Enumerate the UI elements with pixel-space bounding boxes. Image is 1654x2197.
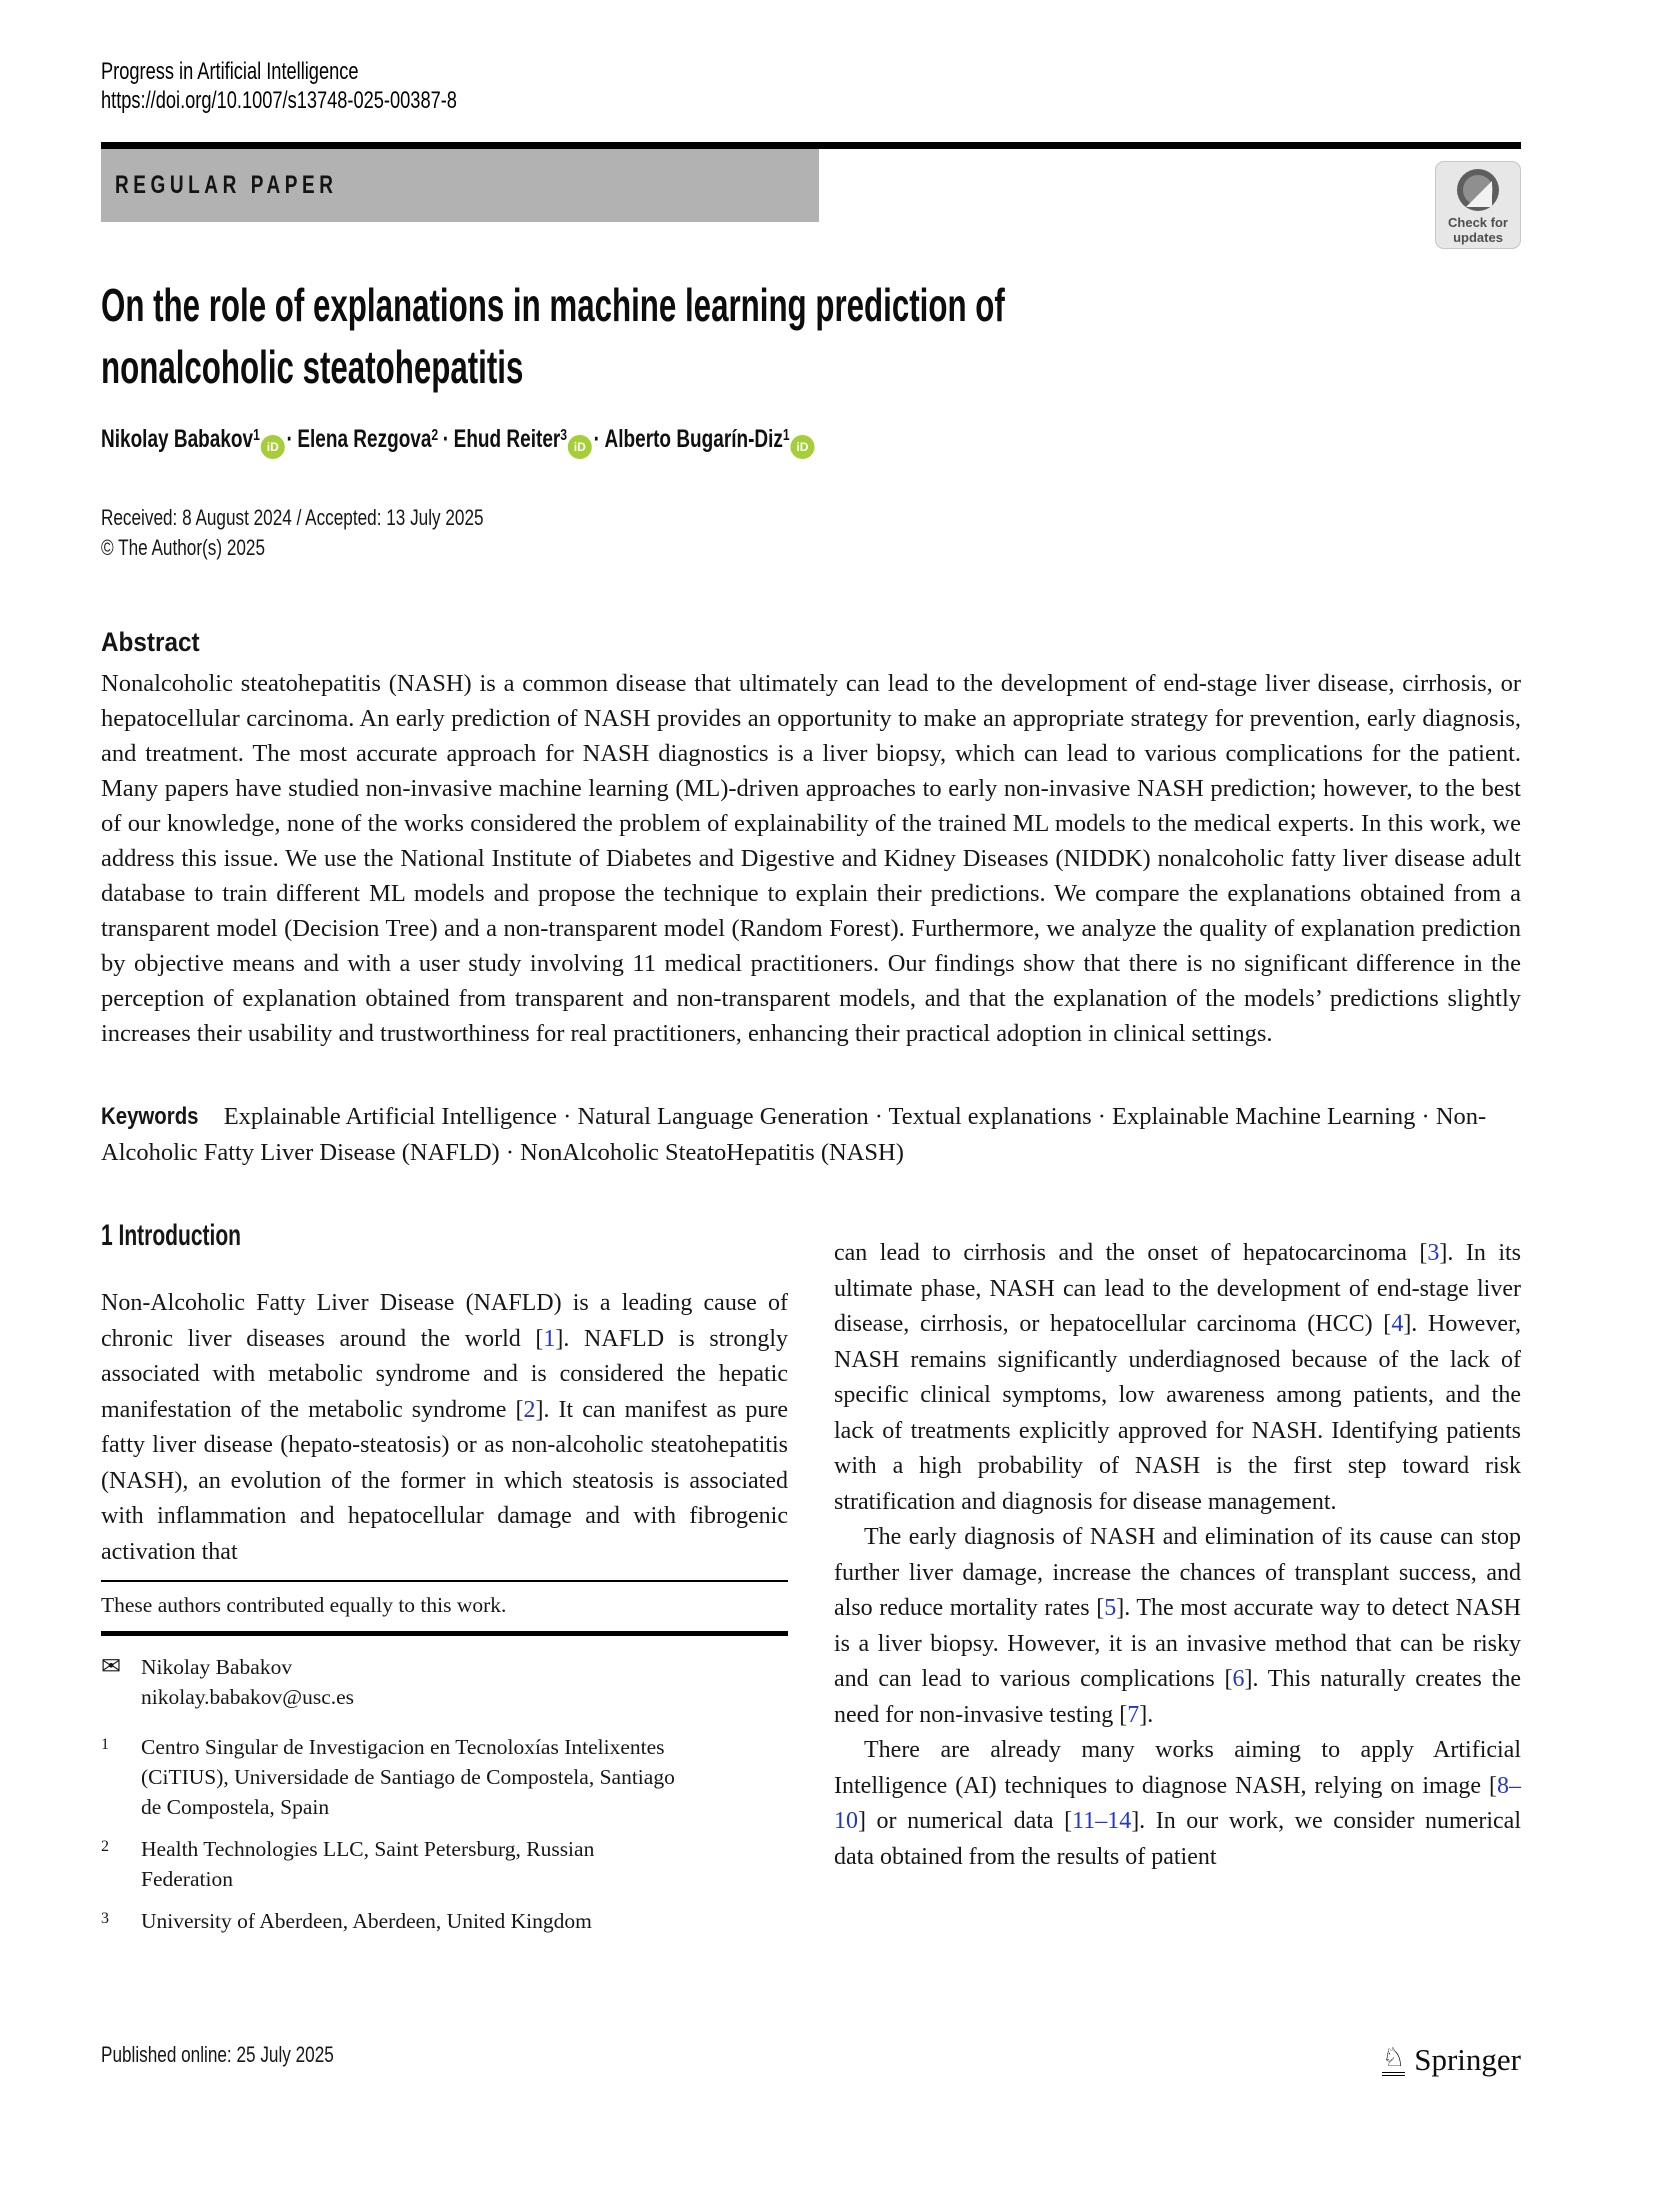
abstract-heading: Abstract — [101, 627, 200, 657]
affiliation-item — [101, 1732, 788, 1822]
author-affiliation-sup: 1 — [253, 427, 260, 444]
author-name: Ehud Reiter — [453, 425, 561, 453]
citation-link[interactable]: 3 — [1427, 1240, 1440, 1266]
author — [101, 425, 282, 453]
author — [297, 425, 438, 453]
citation-link[interactable]: 5 — [1104, 1595, 1117, 1621]
article-type-label: REGULAR PAPER — [115, 171, 338, 199]
affiliation-item — [101, 1834, 788, 1894]
abstract-text: Nonalcoholic steatohepatitis (NASH) is a common disease that ultimately can lead to the development of end-stage liver disease, cirrhosis, or hepatocellular carcinoma. An early prediction of NASH provides an opportunity to make an appropriate strategy for prevention, early diagnosis, and treatment. The most accurate approach for NASH diagnostics is a liver biopsy, which can lead to various complications for the patient. Many papers have studied non-invasive machine learning (ML)-driven approaches to early non-invasive NASH prediction; however, to the best of our knowledge, none of the works considered the problem of explainability of the trained ML models to the medical experts. In this work, we address this issue. We use the National Institute of Diabetes and Digestive and Kidney Diseases (NIDDK) nonalcoholic fatty liver disease adult database to train different ML models and propose the technique to explain their predictions. We compare the explanations obtained from a transparent model (Decision Tree) and a non-transparent model (Random Forest). Furthermore, we analyze the quality of explanation prediction by objective means and with a user study involving 11 medical practitioners. Our findings show that there is no significant difference in the perception of explanation obtained from transparent and non-transparent models, and that the explanation of the models’ predictions slightly increases their usability and trustworthiness for real practitioners, enhancing their practical adoption in clinical settings. — [101, 670, 1521, 1047]
check-for-updates-badge[interactable] — [1435, 161, 1521, 249]
banner-row — [101, 142, 1521, 245]
author-name: Nikolay Babakov — [101, 425, 254, 453]
orcid-icon[interactable]: iD — [791, 435, 815, 459]
paragraph-text: The early diagnosis of NASH and elimination of its cause can stop further liver damage, increase the chances of transplant success, and also reduce mortality rates [ — [834, 1524, 1521, 1621]
orcid-icon[interactable]: iD — [261, 435, 285, 459]
keywords-block — [101, 1099, 1521, 1171]
corresponding-author-name: Nikolay Babakov — [141, 1655, 293, 1679]
keywords-label: Keywords — [101, 1103, 199, 1130]
doi-link[interactable]: https://doi.org/10.1007/s13748-025-00387-8 — [101, 87, 457, 114]
paragraph-text: ]. — [1139, 1701, 1154, 1728]
author-name: Elena Rezgova — [297, 425, 432, 453]
paragraph-text: ]. NAFLD is strongly associated with metabolic syndrome and is considered the hepatic manifestation of the metabolic syndrome [ — [101, 1325, 789, 1423]
author-separator: · — [286, 425, 293, 453]
left-column — [101, 1214, 788, 1936]
paragraph-text: ]. The most accurate way to detect NASH is a liver biopsy. However, it is an invasive method that can be risky and can lead to various complications [ — [834, 1595, 1521, 1692]
intro-paragraph-right-1 — [834, 1236, 1521, 1520]
paragraph-text: ]. However, NASH remains significantly underdiagnosed because of the lack of specific clinical symptoms, low awareness among patients, and the lack of treatments explicitly approved for NASH. Identifying patients with a high probability of NASH is the first step toward risk stratification and diagnosis for disease management. — [834, 1311, 1521, 1515]
author-affiliation-sup: 2 — [431, 427, 439, 444]
author — [605, 425, 812, 453]
paragraph-text: can lead to cirrhosis and the onset of hepatocarcinoma [ — [834, 1240, 1428, 1266]
footnote-rule-thick — [101, 1631, 788, 1636]
citation-link[interactable]: 7 — [1127, 1701, 1140, 1728]
paragraph-text: ]. It can manifest as pure fatty liver disease (hepato-steatosis) or as non-alcoholic steatohepatitis (NASH), an evolution of the former in which steatosis is associated with inflammation and hepatocellular damage and with fibrogenic activation that — [101, 1396, 789, 1565]
email-icon: ✉ — [101, 1654, 122, 1680]
paragraph-text: ]. In its ultimate phase, NASH can lead to the development of end-stage liver disease, cirrhosis, or hepatocellular carcinoma (HCC) [ — [834, 1240, 1521, 1337]
intro-paragraph-left — [101, 1286, 788, 1570]
author-list — [101, 424, 1521, 459]
affiliation-text: Health Technologies LLC, Saint Petersburg, Russian Federation — [141, 1837, 595, 1891]
author-name: Alberto Bugarín-Diz — [604, 425, 783, 453]
page-header — [101, 57, 1521, 245]
dates-block — [101, 503, 1521, 563]
affiliation-item — [101, 1906, 788, 1936]
right-column — [834, 1214, 1521, 1936]
two-column-body — [101, 1214, 1521, 1936]
affiliation-number: 2 — [101, 1838, 109, 1855]
keywords-text: Explainable Artificial Intelligence · Natural Language Generation · Textual explanations · Explainable Machine Learning · Non-Alcoholic Fatty Liver Disease (NAFLD) · NonAlcoholic SteatoHepatitis (NASH) — [101, 1103, 1487, 1166]
author-affiliation-sup: 3 — [560, 427, 568, 444]
citation-link[interactable]: 1 — [543, 1325, 556, 1352]
affiliation-number: 1 — [101, 1736, 109, 1753]
received-accepted: Received: 8 August 2024 / Accepted: 13 July 2025 — [101, 505, 484, 530]
abstract-section — [101, 626, 1521, 1051]
author — [454, 425, 589, 453]
journal-head — [101, 57, 1521, 115]
citation-link[interactable]: 11–14 — [1072, 1808, 1132, 1834]
paragraph-text: ] or numerical data [ — [858, 1808, 1073, 1834]
equal-contribution-note: These authors contributed equally to this work. — [101, 1593, 507, 1617]
crossmark-icon — [1457, 169, 1499, 211]
footnote-block — [101, 1580, 788, 1936]
citation-link[interactable]: 6 — [1232, 1666, 1245, 1692]
journal-name: Progress in Artificial Intelligence — [101, 58, 359, 85]
intro-paragraph-right-2 — [834, 1520, 1521, 1733]
published-online: Published online: 25 July 2025 — [101, 2042, 334, 2067]
page-footer — [101, 2042, 1521, 2078]
orcid-icon[interactable]: iD — [568, 435, 592, 459]
citation-link[interactable]: 2 — [523, 1396, 536, 1423]
springer-knight-icon: ♘ — [1382, 2045, 1405, 2076]
article-type-banner — [101, 149, 819, 222]
paragraph-text: Non-Alcoholic Fatty Liver Disease (NAFLD) is a leading cause of chronic liver diseases around the world [ — [101, 1290, 788, 1352]
correspondence-block — [101, 1652, 788, 1712]
springer-logo — [1382, 2042, 1521, 2078]
springer-wordmark: Springer — [1414, 2042, 1521, 2077]
section-heading-introduction: 1 Introduction — [101, 1219, 241, 1252]
article-title: On the role of explanations in machine learning prediction of nonalcoholic steatohepatitis — [101, 279, 1005, 393]
paragraph-text: There are already many works aiming to apply Artificial Intelligence (AI) techniques to diagnose NASH, relying on image [ — [834, 1737, 1521, 1799]
footnote-rule-thin — [101, 1580, 788, 1582]
author-separator: · — [593, 425, 600, 453]
crossmark-label: Check for updates — [1448, 215, 1508, 245]
copyright-line: © The Author(s) 2025 — [101, 535, 266, 560]
author-affiliation-sup: 1 — [782, 427, 790, 444]
paragraph-text: ]. This naturally creates the need for non-invasive testing [ — [834, 1666, 1521, 1728]
author-separator: · — [442, 425, 450, 453]
affiliation-text: University of Aberdeen, Aberdeen, United Kingdom — [141, 1909, 592, 1933]
affiliation-number: 3 — [101, 1910, 109, 1927]
citation-link[interactable]: 8–10 — [834, 1772, 1521, 1834]
citation-link[interactable]: 4 — [1391, 1311, 1404, 1337]
affiliation-list — [101, 1732, 788, 1936]
paragraph-text: ]. In our work, we consider numerical data obtained from the results of patient — [834, 1808, 1521, 1870]
intro-paragraph-right-3 — [834, 1733, 1521, 1875]
corresponding-author-email[interactable]: nikolay.babakov@usc.es — [141, 1685, 355, 1709]
affiliation-text: Centro Singular de Investigacion en Tecnoloxías Intelixentes (CiTIUS), Universidade de Santiago de Compostela, Santiago de Compostela, Spain — [141, 1735, 675, 1819]
